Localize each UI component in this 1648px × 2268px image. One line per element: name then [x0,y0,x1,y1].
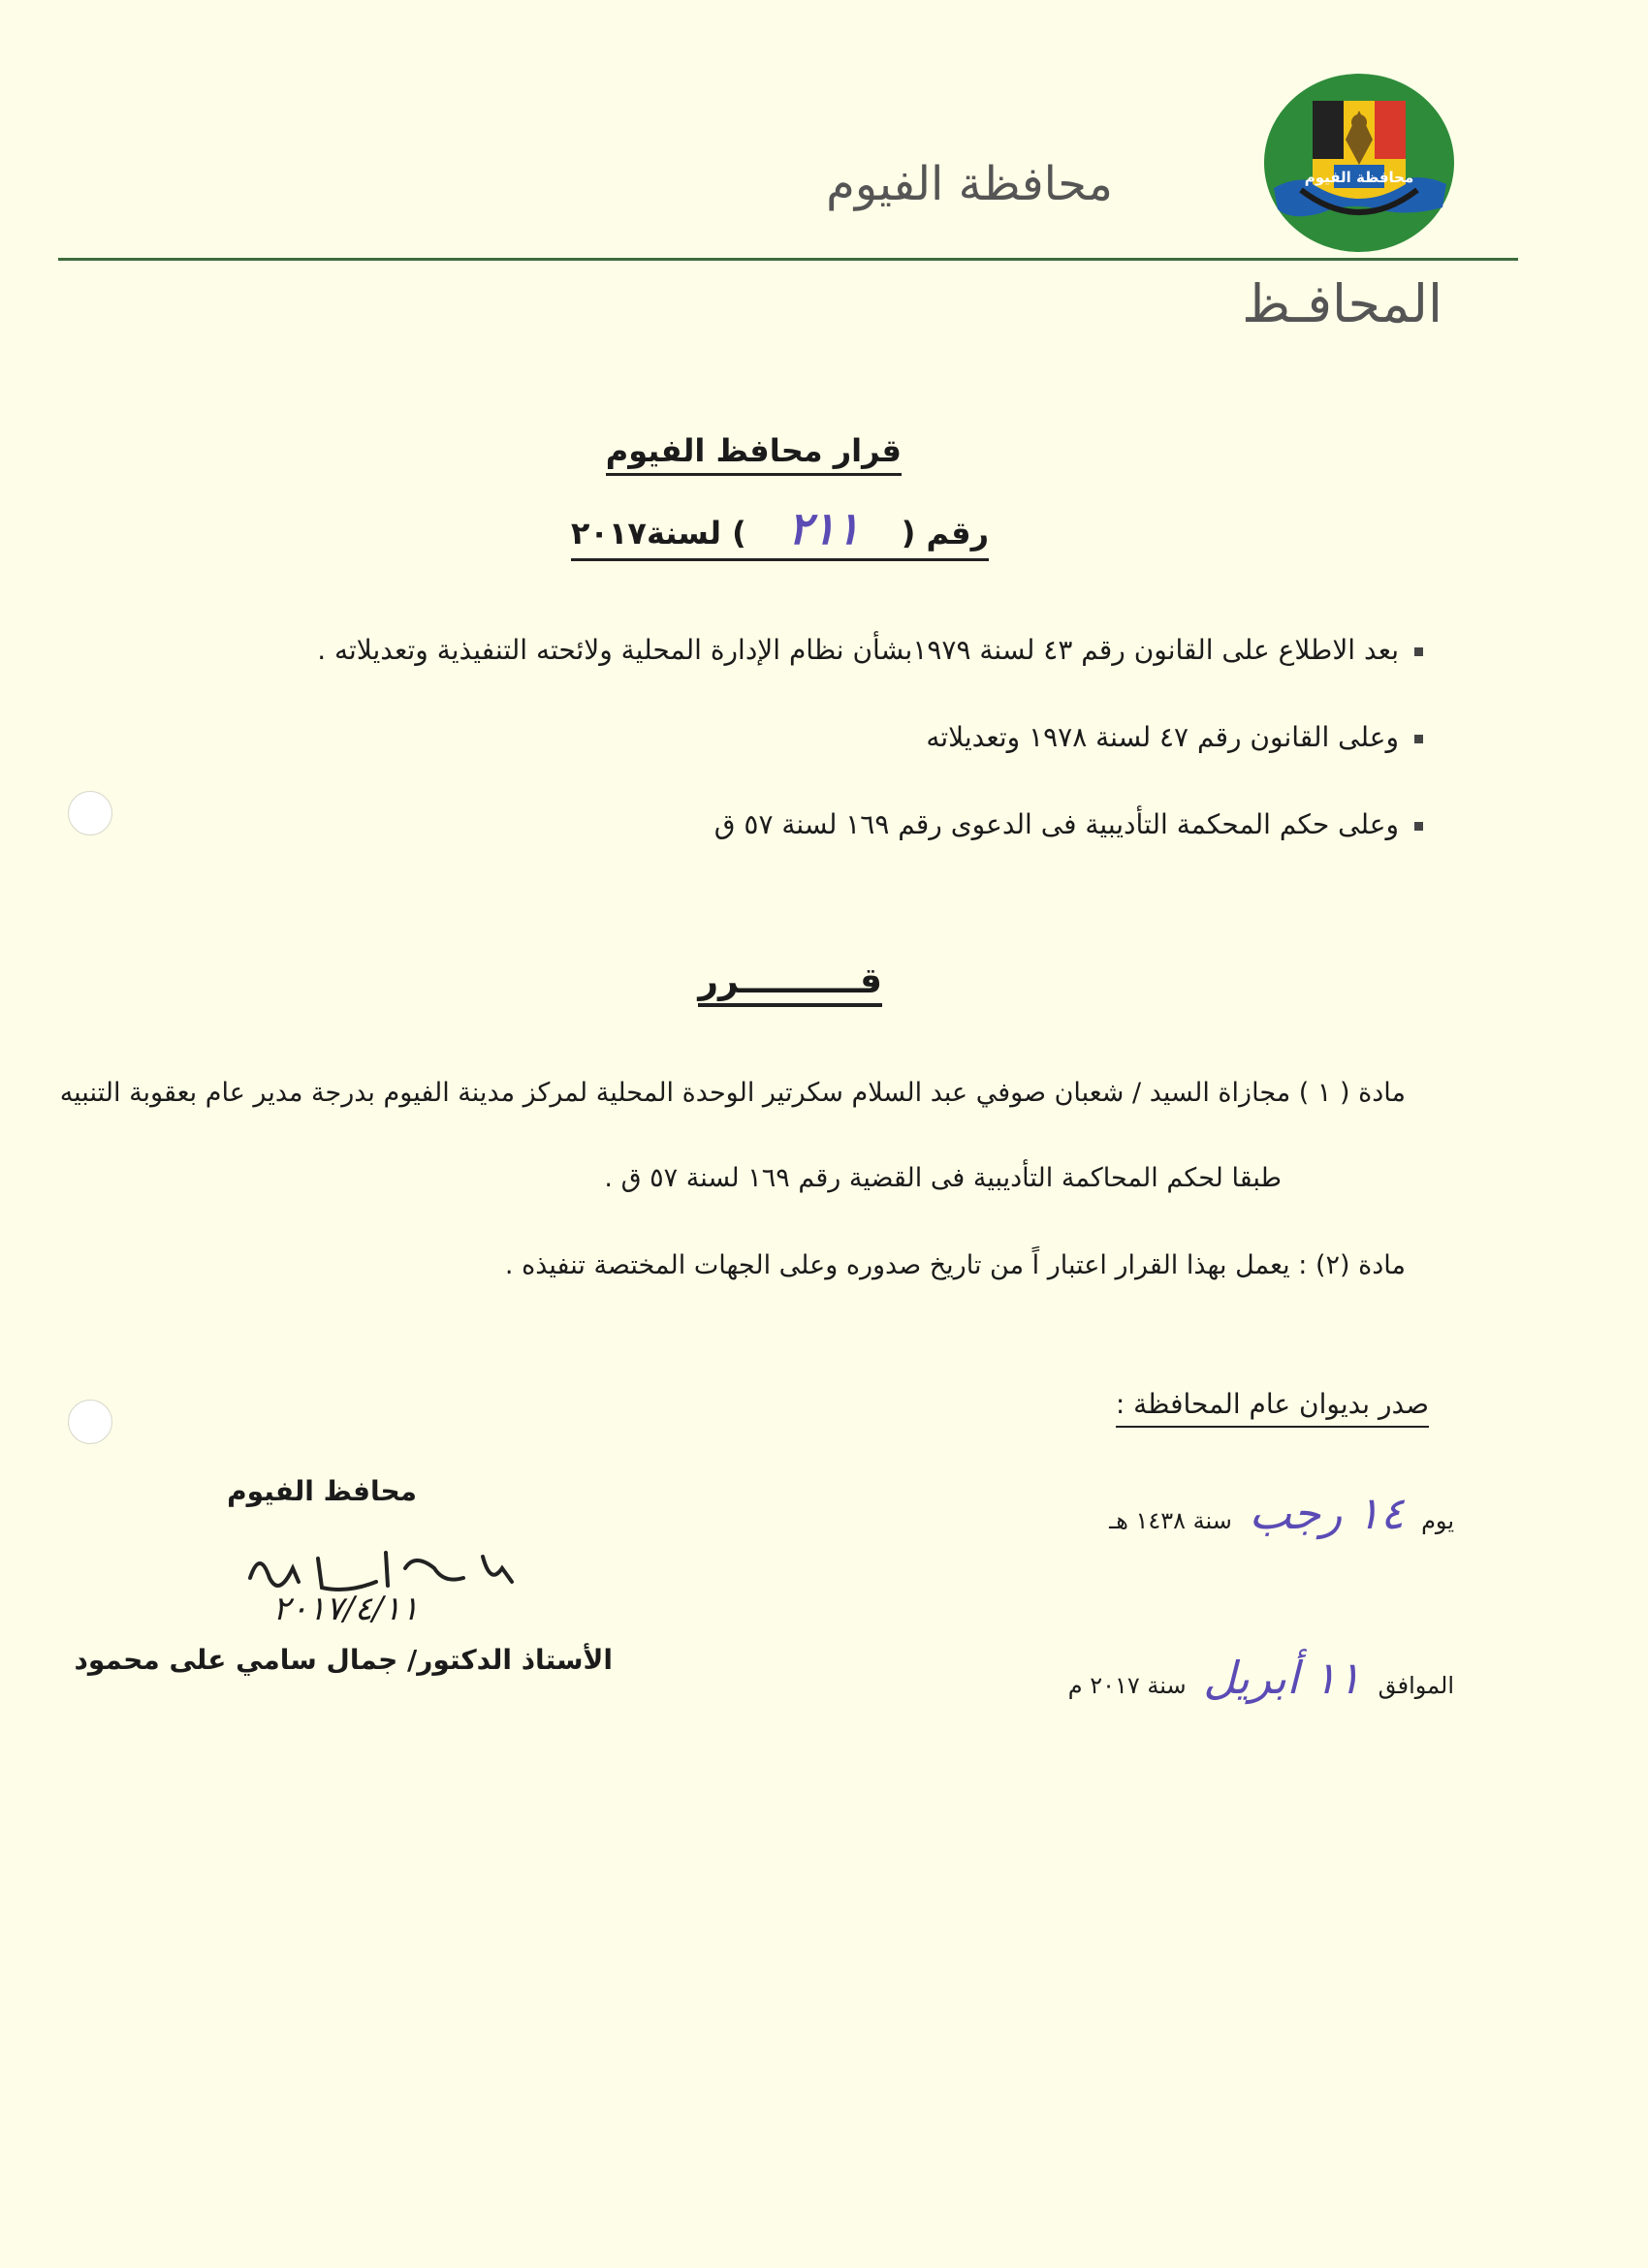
article-1-line-2: طبقا لحكم المحاكمة التأديبية فى القضية رقم ١٦٩ لسنة ٥٧ ق . [604,1163,1282,1193]
article-1-line-1: مادة ( ١ ) مجازاة السيد / شعبان صوفي عبد السلام سكرتير الوحدة المحلية لمركز مدينة الفيوم بدرجة مدير عام بعقوبة التنبيه [59,1078,1406,1108]
hijri-day-handwritten: ١٤ رجب [1249,1487,1405,1539]
decision-title: قرار محافظ الفيوم [606,432,902,476]
gregorian-day-handwritten: ١١ أبريل [1203,1652,1361,1704]
bullet-square-icon [1414,822,1423,831]
gregorian-date-row [1068,1652,1454,1704]
preamble-item: وعلى القانون رقم ٤٧ لسنة ١٩٧٨ وتعديلاته [926,721,1423,753]
bullet-square-icon [1414,735,1423,743]
signature-handwritten-date: ٢٠١٧/٤/١١ [272,1590,419,1628]
hijri-date-row [1109,1487,1454,1539]
header-rule [58,258,1518,261]
punch-hole-bottom [68,1400,112,1444]
gregorian-label: الموافق [1378,1672,1454,1699]
hijri-day-label: يوم [1421,1507,1454,1534]
decision-number-suffix: ) لسنة٢٠١٧ [570,515,746,551]
article-2: مادة (٢) : يعمل بهذا القرار اعتبار اً من تاريخ صدوره وعلى الجهات المختصة تنفيذه . [504,1250,1406,1280]
decision-number-handwritten: ٢١١ [787,502,860,554]
bullet-square-icon [1414,647,1423,656]
decision-number-prefix: رقم ( [901,515,989,551]
hijri-year: سنة ١٤٣٨ هـ [1109,1507,1232,1534]
issued-at: صدر بديوان عام المحافظة : [1116,1388,1429,1428]
governorate-logo [1262,72,1456,254]
signatory-title: محافظ الفيوم [227,1475,417,1507]
logo-text: محافظة الفيوم [1304,169,1414,186]
preamble-item: بعد الاطلاع على القانون رقم ٤٣ لسنة ١٩٧٩بشأن نظام الإدارة المحلية ولائحته التنفيذية وتعديلاته . [317,634,1423,666]
office-title: المحافـظ [1242,273,1442,334]
governorate-name: محافظة الفيوم [826,157,1113,211]
decision-number-line [571,502,989,561]
preamble-item: وعلى حكم المحكمة التأديبية فى الدعوى رقم ١٦٩ لسنة ٥٧ ق [714,808,1423,840]
decided-heading: قــــــــــرر [698,961,882,1007]
punch-hole-top [68,791,112,835]
gregorian-year: سنة ٢٠١٧ م [1067,1672,1187,1699]
signatory-name: الأستاذ الدكتور/ جمال سامي على محمود [74,1644,613,1676]
